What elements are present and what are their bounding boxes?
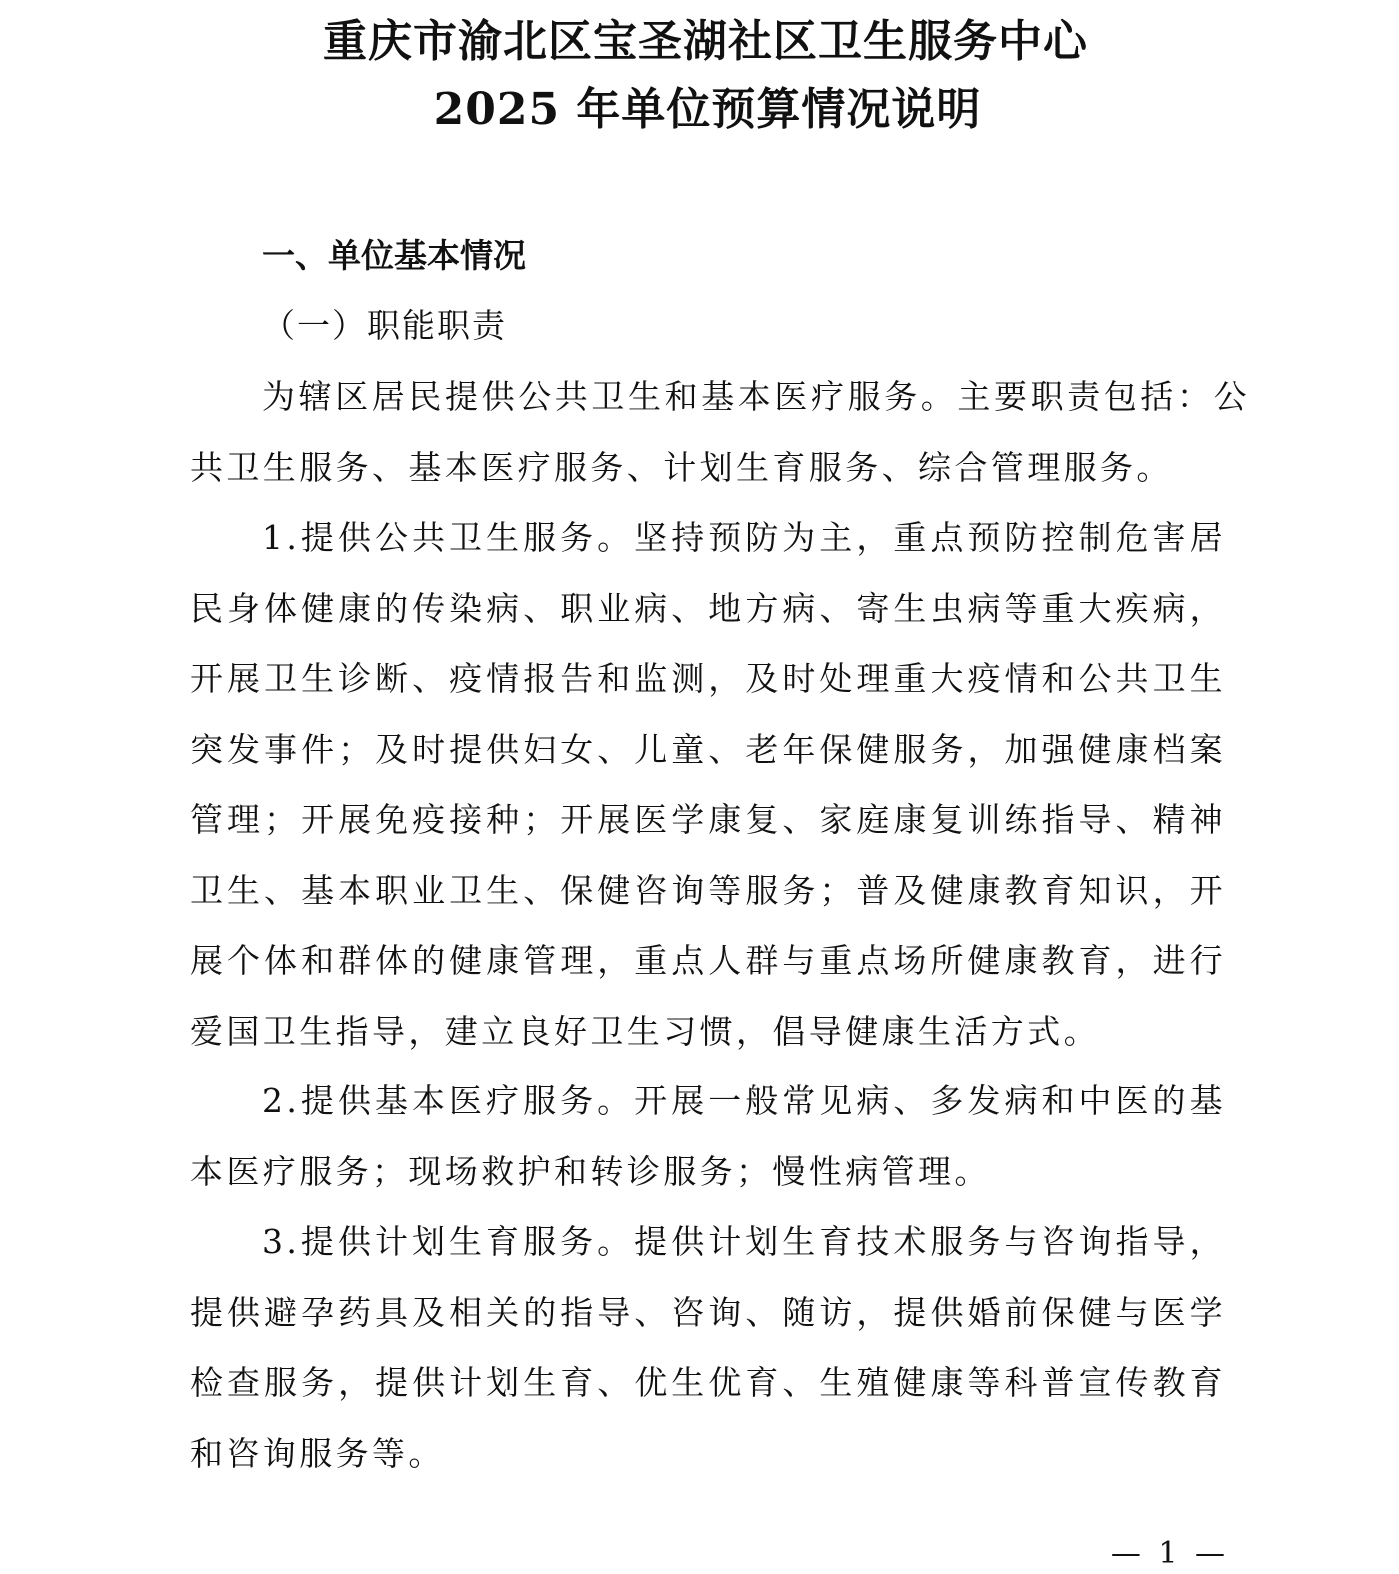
section-heading: 一、单位基本情况: [262, 236, 526, 275]
document-title-line1: 重庆市渝北区宝圣湖社区卫生服务中心: [323, 16, 1088, 67]
document-title-line2: 2025 年单位预算情况说明: [433, 84, 982, 135]
subsection-heading: （一）职能职责: [262, 306, 507, 345]
page-number: — 1 —: [1110, 1536, 1229, 1571]
paragraph-public-health: 1.提供公共卫生服务。坚持预防为主，重点预防控制危害居民身体健康的传染病、职业病、地方病、寄生虫病等重大疾病，开展卫生诊断、疫情报告和监测，及时处理重大疫情和公共卫生突发事件；及时提供妇女、儿童、老年保健服务，加强健康档案管理；开展免疫接种；开展医学康复、家庭康复训练指导、精神卫生、基本职业卫生、保健咨询等服务；普及健康教育知识，开展个体和群体的健康管理，重点人群与重点场所健康教育，进行爱国卫生指导，建立良好卫生习惯，倡导健康生活方式。: [190, 518, 1226, 1051]
paragraph-family-planning: 3.提供计划生育服务。提供计划生育技术服务与咨询指导，提供避孕药具及相关的指导、咨询、随访，提供婚前保健与医学检查服务，提供计划生育、优生优育、生殖健康等科普宣传教育和咨询服务等。: [190, 1222, 1226, 1473]
paragraph-basic-medical: 2.提供基本医疗服务。开展一般常见病、多发病和中医的基本医疗服务；现场救护和转诊服务；慢性病管理。: [190, 1081, 1226, 1191]
paragraph-duties-summary: 为辖区居民提供公共卫生和基本医疗服务。主要职责包括：公共卫生服务、基本医疗服务、计划生育服务、综合管理服务。: [190, 377, 1250, 487]
